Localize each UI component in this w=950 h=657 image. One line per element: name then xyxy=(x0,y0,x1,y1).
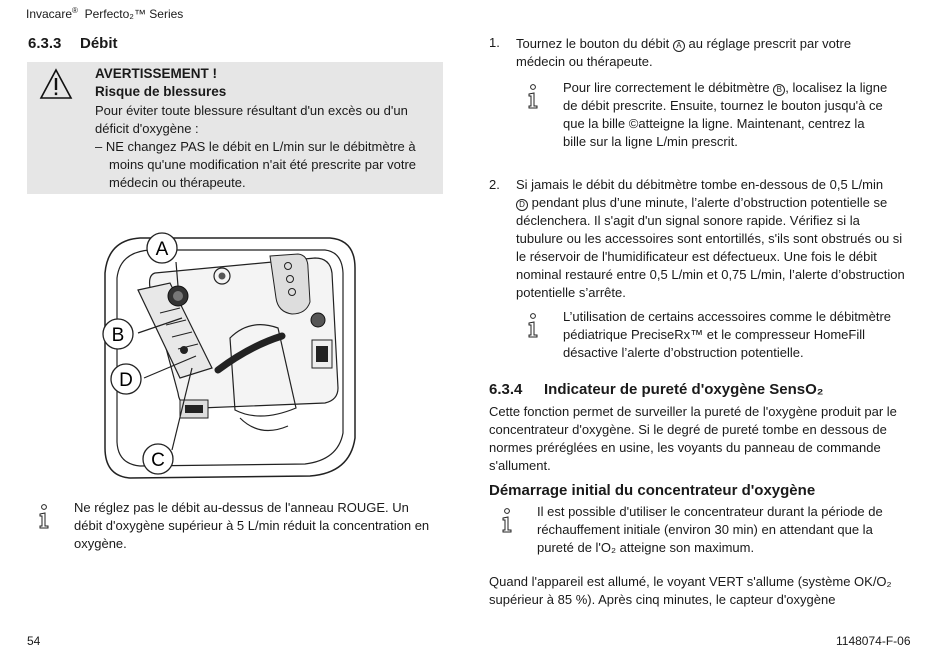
final-paragraph: Quand l'appareil est allumé, le voyant VERT s'allume (système OK/O₂ supérieur à 85 %). Après cinq minutes, le capteur d'oxygène xyxy=(489,574,892,607)
product-name: Perfecto₂™ Series xyxy=(84,7,184,21)
step-1-text-b: au réglage prescrit par votre xyxy=(688,36,852,51)
step-1-number: 1. xyxy=(489,35,500,50)
running-header xyxy=(26,6,183,21)
callout-label-c: C xyxy=(151,450,165,471)
left-note-text: Ne réglez pas le débit au-dessus de l'anneau ROUGE. Un débit d'oxygène supérieur à 5 L/min réduit la concentration en oxygène. xyxy=(74,500,430,551)
page-number: 54 xyxy=(27,634,41,648)
warning-intro: Pour éviter toute blessure résultant d'un excès ou d'un déficit d'oxygène : xyxy=(95,103,408,136)
callout-label-d: D xyxy=(119,370,133,391)
step-1-note xyxy=(563,79,888,151)
step-2-text xyxy=(516,176,908,302)
callout-label-a: A xyxy=(155,239,169,260)
section-2-number: 6.3.4 xyxy=(489,381,523,398)
section-title: Débit xyxy=(80,35,118,52)
step-2-circ: D xyxy=(516,199,528,211)
step-2-note: L’utilisation de certains accessoires comme le débitmètre pédiatrique PreciseRx™ et le compresseur HomeFill désactive l’alerte d’obstruction potentielle. xyxy=(563,309,892,360)
step-1-note-b: , localisez la ligne de débit prescrite. Ensuite, tournez le bouton jusqu'à ce que la bille ©atteigne la ligne. Maintenant, centrez la bille sur la ligne L/min prescrit. xyxy=(563,80,888,149)
warning-heading: AVERTISSEMENT ! xyxy=(95,66,218,81)
subsection-title: Démarrage initial du concentrateur d'oxygène xyxy=(489,482,816,499)
callout-label-b: B xyxy=(111,325,125,346)
brand-name: Invacare xyxy=(26,7,73,21)
section-number: 6.3.3 xyxy=(28,35,62,52)
step-1-text xyxy=(516,35,916,71)
section-2-title: Indicateur de pureté d'oxygène SensO₂ xyxy=(544,381,824,398)
step-2-number: 2. xyxy=(489,177,500,192)
step-2-text-b: pendant plus d’une minute, l’alerte d’obstruction potentielle se déclenchera. Il s'agit d'un signal sonore rapide. Vérifiez si la tubulure ou les accessoires sont entortillés, s'ils sont obstrués ou si le réservoir de l'humidificateur est défectueux. Une fois le débit nominal restauré entre 0,5 L/min et 0,75 L/min, l’alerte d’obstruction potentielle s’arrête. xyxy=(516,195,905,300)
warning-box xyxy=(27,62,443,194)
warning-item: – NE changez PAS le débit en L/min sur le débitmètre à moins qu'une modification n'ait été prescrite par votre médecin ou thérapeute. xyxy=(95,139,417,190)
control-panel-diagram xyxy=(100,228,370,483)
info-note-icon xyxy=(527,84,539,110)
document-code: 1148074-F-06 xyxy=(836,634,911,648)
info-note-icon xyxy=(38,504,50,530)
step-1-text-a: Tournez le bouton du débit xyxy=(516,36,670,51)
section-2-body: Cette fonction permet de surveiller la pureté de l'oxygène produit par le concentrateur d'oxygène. Si le degré de pureté tombe en dessous de normes préréglées en usine, les voyants du panneau de commande s'allument. xyxy=(489,404,897,473)
subsection-note: Il est possible d'utiliser le concentrateur durant la période de réchauffement initiale (environ 30 min) en attendant que la pureté de l'O₂ atteigne son maximum. xyxy=(537,504,883,555)
warning-triangle-icon xyxy=(39,68,73,100)
registered-mark: ® xyxy=(72,6,78,15)
step-1-note-circ: B xyxy=(773,84,785,96)
step-1-note-a: Pour lire correctement le débitmètre xyxy=(563,80,770,95)
warning-subheading: Risque de blessures xyxy=(95,84,227,99)
step-1-text-c: médecin ou thérapeute. xyxy=(516,54,653,69)
step-1-circ: A xyxy=(673,40,685,52)
info-note-icon xyxy=(501,508,513,534)
step-2-text-a: Si jamais le débit du débitmètre tombe en-dessous de 0,5 L/min xyxy=(516,177,884,192)
info-note-icon xyxy=(527,313,539,339)
